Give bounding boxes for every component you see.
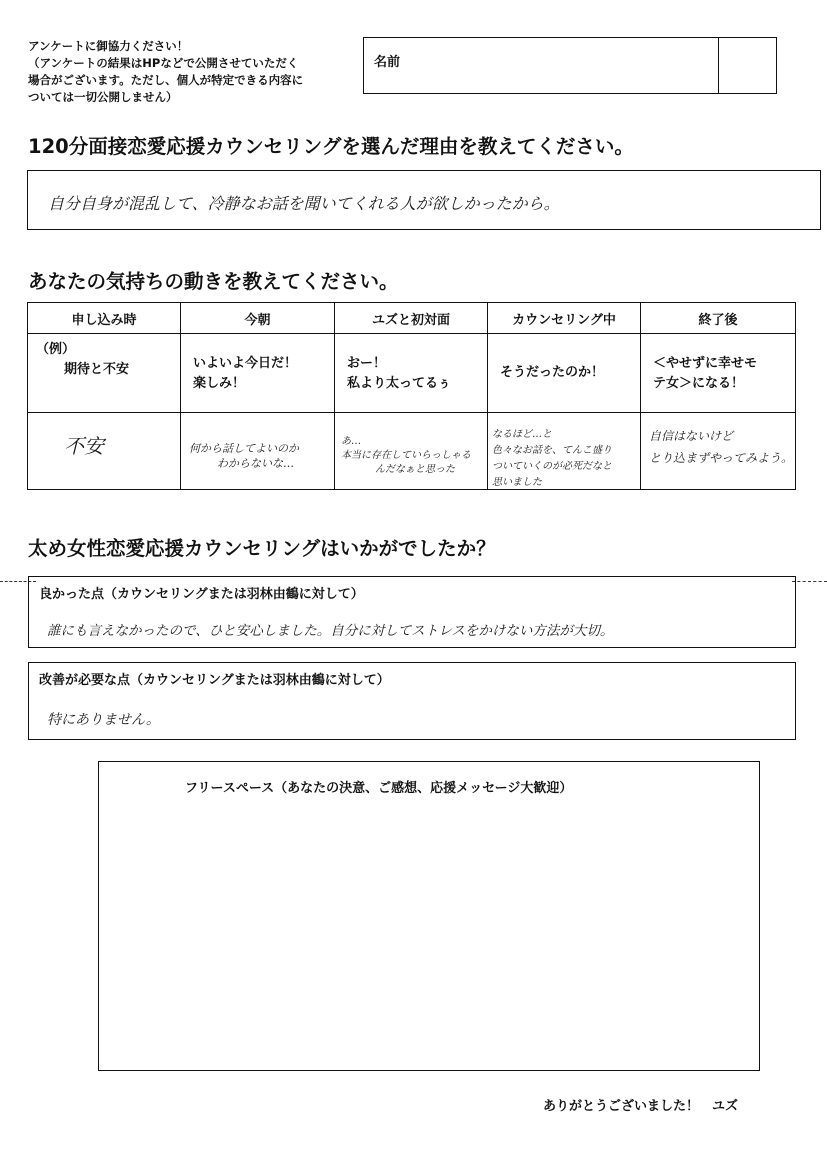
answer-text: あ… [341,436,361,447]
example-text: ＜やせずに幸せモ [653,356,758,371]
improvement-box[interactable] [28,662,796,740]
name-label: 名前 [374,55,401,70]
emotion-table [27,302,796,490]
answer-cell[interactable] [335,413,488,490]
notice-line: （アンケートの結果はHPなどで公開させていただく [28,56,299,70]
answer-cell[interactable] [641,413,796,490]
answer-text: 本当に存在していらっしゃる [341,450,471,461]
table-header-row [28,303,796,334]
q1-title: 120分面接恋愛応援カウンセリングを選んだ理由を教えてください。 [28,135,634,158]
example-text: テ女＞になる！ [653,376,745,391]
q1-answer-box[interactable] [27,170,821,230]
answer-cell[interactable] [181,413,335,490]
example-cell [181,334,335,413]
improvement-answer: 特にありません。 [47,712,160,728]
dashed-divider [792,581,827,582]
example-cell [335,334,488,413]
example-text: 楽しみ！ [193,376,246,391]
good-points-box[interactable] [28,576,796,648]
column-header: カウンセリング中 [488,303,641,334]
survey-notice [28,38,358,106]
answer-text: 不安 [64,434,104,458]
notice-line: 場合がございます。ただし、個人が特定できる内容に [28,73,304,87]
q2-title: あなたの気持ちの動きを教えてください。 [28,270,399,293]
column-header: 今朝 [181,303,335,334]
answer-text: なるほど…と [492,429,552,440]
q3-title: 太め女性恋愛応援カウンセリングはいかがでしたか？ [28,537,496,560]
improvement-label: 改善が必要な点（カウンセリングまたは羽林由鶴に対して） [39,673,390,688]
example-text: いよいよ今日だ！ [193,356,298,371]
example-text: おー！ [347,356,387,371]
column-header: ユズと初対面 [335,303,488,334]
answer-text: んだなぁと思った [375,464,455,475]
column-header: 終了後 [641,303,796,334]
name-field[interactable] [363,37,777,94]
example-cell [641,334,796,413]
example-cell [488,334,641,413]
stamp-cell [718,37,776,94]
notice-line: アンケートに御協力ください！ [28,39,189,53]
answer-cell[interactable] [488,413,641,490]
answer-text: わからないな… [217,457,294,470]
answer-text: 自信はないけど [649,429,734,443]
q1-answer: 自分自身が混乱して、冷静なお話を聞いてくれる人が欲しかったから。 [48,194,560,213]
answer-text: 何から話してよいのか [189,442,299,455]
example-prefix: （例） [36,342,76,357]
example-cell [28,334,181,413]
example-text: そうだったのか！ [500,365,605,380]
column-header: 申し込み時 [28,303,181,334]
answer-text: 思いました [492,477,542,488]
answer-text: ついていくのが必死だなと [492,461,612,472]
answer-row [28,413,796,490]
example-text: 期待と不安 [64,362,130,377]
good-points-answer: 誰にも言えなかったので、ひと安心しました。自分に対してストレスをかけない方法が大切。 [47,623,614,639]
example-text: 私より太ってるぅ [347,376,452,391]
example-row [28,334,796,413]
thanks-message: ありがとうございました！ ユズ [543,1099,739,1114]
answer-text: 色々なお話を、てんこ盛り [492,445,612,456]
good-points-label: 良かった点（カウンセリングまたは羽林由鶴に対して） [39,587,364,602]
free-space-box[interactable] [98,761,760,1071]
notice-line: ついては一切公開しません） [28,90,178,104]
answer-text: とり込まずやってみよう。 [649,451,794,465]
free-space-label: フリースペース（あなたの決意、ご感想、応援メッセージ大歓迎） [185,781,573,796]
answer-cell[interactable] [28,413,181,490]
